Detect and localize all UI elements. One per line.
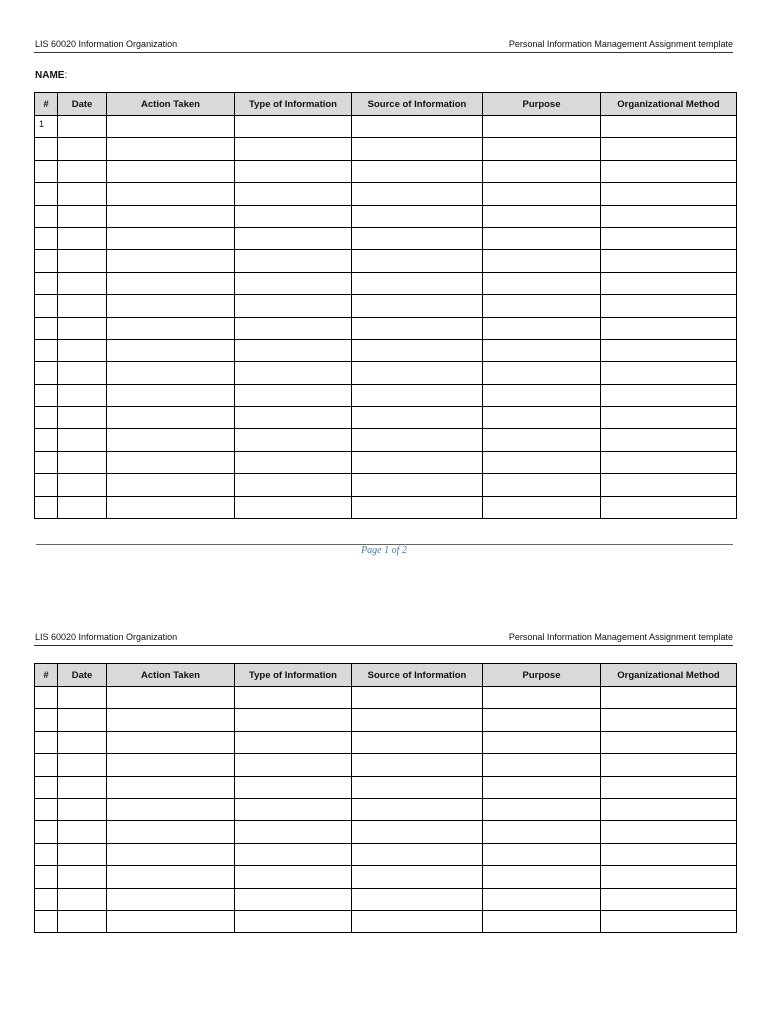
header-doc-title: Personal Information Management Assignment template xyxy=(508,632,733,642)
method-cell[interactable] xyxy=(601,250,737,272)
method-cell[interactable] xyxy=(601,821,737,843)
page2-header xyxy=(34,629,733,646)
row-number-cell[interactable] xyxy=(35,821,58,843)
page1-header xyxy=(34,36,733,53)
type-cell[interactable] xyxy=(235,821,352,843)
purpose-cell[interactable] xyxy=(483,474,601,496)
row-number-cell[interactable] xyxy=(35,227,58,249)
purpose-cell[interactable] xyxy=(483,407,601,429)
row-number-cell[interactable] xyxy=(35,429,58,451)
name-field-label: NAME: xyxy=(35,70,68,81)
date-cell[interactable] xyxy=(58,339,107,361)
action-taken-cell[interactable] xyxy=(107,295,235,317)
date-cell[interactable] xyxy=(58,407,107,429)
method-cell[interactable] xyxy=(601,183,737,205)
purpose-cell[interactable] xyxy=(483,866,601,888)
action-taken-cell[interactable] xyxy=(107,776,235,798)
row-number-cell[interactable] xyxy=(35,888,58,910)
purpose-cell[interactable] xyxy=(483,687,601,709)
method-cell[interactable] xyxy=(601,160,737,182)
row-number-cell[interactable] xyxy=(35,295,58,317)
action-taken-cell[interactable] xyxy=(107,821,235,843)
purpose-cell[interactable] xyxy=(483,183,601,205)
date-cell[interactable] xyxy=(58,295,107,317)
source-cell[interactable] xyxy=(352,798,483,820)
action-taken-cell[interactable] xyxy=(107,429,235,451)
action-taken-cell[interactable] xyxy=(107,339,235,361)
table-row xyxy=(35,183,737,205)
source-cell[interactable] xyxy=(352,709,483,731)
action-taken-cell[interactable] xyxy=(107,138,235,160)
purpose-cell[interactable] xyxy=(483,160,601,182)
type-cell[interactable] xyxy=(235,866,352,888)
purpose-cell[interactable] xyxy=(483,888,601,910)
action-taken-cell[interactable] xyxy=(107,250,235,272)
table-row xyxy=(35,910,737,932)
type-cell[interactable] xyxy=(235,227,352,249)
date-cell[interactable] xyxy=(58,496,107,518)
row-number-cell[interactable] xyxy=(35,754,58,776)
row-number-cell[interactable] xyxy=(35,496,58,518)
purpose-cell[interactable] xyxy=(483,295,601,317)
action-taken-cell[interactable] xyxy=(107,384,235,406)
method-cell[interactable] xyxy=(601,754,737,776)
col-header-purpose: Purpose xyxy=(483,664,601,687)
type-cell[interactable] xyxy=(235,317,352,339)
type-cell[interactable] xyxy=(235,709,352,731)
date-cell[interactable] xyxy=(58,866,107,888)
table-row xyxy=(35,272,737,294)
row-number-cell[interactable] xyxy=(35,687,58,709)
method-cell[interactable] xyxy=(601,339,737,361)
table-row xyxy=(35,205,737,227)
date-cell[interactable] xyxy=(58,205,107,227)
row-number-cell[interactable] xyxy=(35,339,58,361)
method-cell[interactable] xyxy=(601,910,737,932)
type-cell[interactable] xyxy=(235,138,352,160)
table-row xyxy=(35,474,737,496)
type-cell[interactable] xyxy=(235,687,352,709)
row-number-cell[interactable] xyxy=(35,474,58,496)
action-taken-cell[interactable] xyxy=(107,731,235,753)
row-number-cell[interactable] xyxy=(35,384,58,406)
date-cell[interactable] xyxy=(58,843,107,865)
type-cell[interactable] xyxy=(235,910,352,932)
action-taken-cell[interactable] xyxy=(107,183,235,205)
source-cell[interactable] xyxy=(352,227,483,249)
action-taken-cell[interactable] xyxy=(107,272,235,294)
type-cell[interactable] xyxy=(235,451,352,473)
source-cell[interactable] xyxy=(352,250,483,272)
action-taken-cell[interactable] xyxy=(107,474,235,496)
row-number-cell[interactable] xyxy=(35,272,58,294)
source-cell[interactable] xyxy=(352,496,483,518)
table-row xyxy=(35,687,737,709)
method-cell[interactable] xyxy=(601,474,737,496)
table-row xyxy=(35,866,737,888)
type-cell[interactable] xyxy=(235,474,352,496)
method-cell[interactable] xyxy=(601,496,737,518)
header-course-title: LIS 60020 Information Organization xyxy=(35,632,178,642)
row-number-cell[interactable] xyxy=(35,910,58,932)
type-cell[interactable] xyxy=(235,160,352,182)
table-row xyxy=(35,227,737,249)
action-taken-cell[interactable] xyxy=(107,227,235,249)
method-cell[interactable] xyxy=(601,272,737,294)
method-cell[interactable] xyxy=(601,798,737,820)
type-cell[interactable] xyxy=(235,116,352,138)
type-cell[interactable] xyxy=(235,843,352,865)
page2-log-table xyxy=(34,663,737,933)
source-cell[interactable] xyxy=(352,407,483,429)
source-cell[interactable] xyxy=(352,183,483,205)
type-cell[interactable] xyxy=(235,754,352,776)
source-cell[interactable] xyxy=(352,362,483,384)
source-cell[interactable] xyxy=(352,687,483,709)
action-taken-cell[interactable] xyxy=(107,362,235,384)
date-cell[interactable] xyxy=(58,317,107,339)
action-taken-cell[interactable] xyxy=(107,116,235,138)
row-number-cell[interactable] xyxy=(35,250,58,272)
row-number-cell[interactable] xyxy=(35,160,58,182)
date-cell[interactable] xyxy=(58,384,107,406)
date-cell[interactable] xyxy=(58,731,107,753)
table-row xyxy=(35,709,737,731)
action-taken-cell[interactable] xyxy=(107,798,235,820)
action-taken-cell[interactable] xyxy=(107,160,235,182)
method-cell[interactable] xyxy=(601,687,737,709)
row-number-cell[interactable] xyxy=(35,731,58,753)
table-row xyxy=(35,384,737,406)
type-cell[interactable] xyxy=(235,384,352,406)
purpose-cell[interactable] xyxy=(483,754,601,776)
method-cell[interactable] xyxy=(601,295,737,317)
source-cell[interactable] xyxy=(352,451,483,473)
date-cell[interactable] xyxy=(58,687,107,709)
method-cell[interactable] xyxy=(601,317,737,339)
action-taken-cell[interactable] xyxy=(107,754,235,776)
table-row xyxy=(35,160,737,182)
source-cell[interactable] xyxy=(352,205,483,227)
action-taken-cell[interactable] xyxy=(107,910,235,932)
action-taken-cell[interactable] xyxy=(107,317,235,339)
col-header-date: Date xyxy=(58,93,107,116)
purpose-cell[interactable] xyxy=(483,821,601,843)
table-row xyxy=(35,888,737,910)
action-taken-cell[interactable] xyxy=(107,687,235,709)
purpose-cell[interactable] xyxy=(483,339,601,361)
date-cell[interactable] xyxy=(58,362,107,384)
action-taken-cell[interactable] xyxy=(107,709,235,731)
row-number-cell[interactable] xyxy=(35,138,58,160)
row-number-cell[interactable] xyxy=(35,183,58,205)
type-cell[interactable] xyxy=(235,272,352,294)
type-cell[interactable] xyxy=(235,798,352,820)
table-row xyxy=(35,843,737,865)
col-header-type-of-information: Type of Information xyxy=(235,664,352,687)
method-cell[interactable] xyxy=(601,205,737,227)
method-cell[interactable] xyxy=(601,116,737,138)
purpose-cell[interactable] xyxy=(483,843,601,865)
date-cell[interactable] xyxy=(58,272,107,294)
table-row xyxy=(35,138,737,160)
col-header-action-taken: Action Taken xyxy=(107,664,235,687)
purpose-cell[interactable] xyxy=(483,451,601,473)
row-number-cell[interactable]: 1 xyxy=(35,116,58,138)
page-number: Page 1 of 2 xyxy=(361,545,407,556)
table-row xyxy=(35,776,737,798)
row-number-cell[interactable] xyxy=(35,205,58,227)
date-cell[interactable] xyxy=(58,798,107,820)
header-doc-title: Personal Information Management Assignment template xyxy=(508,39,733,49)
col-header-organizational-method: Organizational Method xyxy=(601,93,737,116)
col-header-type-of-information: Type of Information xyxy=(235,93,352,116)
source-cell[interactable] xyxy=(352,821,483,843)
table-row xyxy=(35,731,737,753)
source-cell[interactable] xyxy=(352,317,483,339)
type-cell[interactable] xyxy=(235,888,352,910)
method-cell[interactable] xyxy=(601,362,737,384)
type-cell[interactable] xyxy=(235,731,352,753)
col-header-number: # xyxy=(35,664,58,687)
type-cell[interactable] xyxy=(235,250,352,272)
type-cell[interactable] xyxy=(235,362,352,384)
purpose-cell[interactable] xyxy=(483,116,601,138)
table-row xyxy=(35,451,737,473)
date-cell[interactable] xyxy=(58,183,107,205)
action-taken-cell[interactable] xyxy=(107,888,235,910)
purpose-cell[interactable] xyxy=(483,709,601,731)
method-cell[interactable] xyxy=(601,384,737,406)
table-header-row xyxy=(35,93,737,116)
action-taken-cell[interactable] xyxy=(107,843,235,865)
purpose-cell[interactable] xyxy=(483,205,601,227)
table-row xyxy=(35,429,737,451)
source-cell[interactable] xyxy=(352,474,483,496)
purpose-cell[interactable] xyxy=(483,227,601,249)
action-taken-cell[interactable] xyxy=(107,205,235,227)
date-cell[interactable] xyxy=(58,227,107,249)
purpose-cell[interactable] xyxy=(483,272,601,294)
row-number-cell[interactable] xyxy=(35,866,58,888)
col-header-action-taken: Action Taken xyxy=(107,93,235,116)
table-row xyxy=(35,362,737,384)
method-cell[interactable] xyxy=(601,866,737,888)
method-cell[interactable] xyxy=(601,227,737,249)
row-number-cell[interactable] xyxy=(35,407,58,429)
header-course-title: LIS 60020 Information Organization xyxy=(35,39,178,49)
method-cell[interactable] xyxy=(601,138,737,160)
source-cell[interactable] xyxy=(352,116,483,138)
table-row xyxy=(35,798,737,820)
col-header-source-of-information: Source of Information xyxy=(352,93,483,116)
row-number-cell[interactable] xyxy=(35,709,58,731)
table-row xyxy=(35,754,737,776)
col-header-purpose: Purpose xyxy=(483,93,601,116)
source-cell[interactable] xyxy=(352,843,483,865)
date-cell[interactable] xyxy=(58,910,107,932)
date-cell[interactable] xyxy=(58,451,107,473)
purpose-cell[interactable] xyxy=(483,776,601,798)
row-number-cell[interactable] xyxy=(35,362,58,384)
type-cell[interactable] xyxy=(235,429,352,451)
col-header-organizational-method: Organizational Method xyxy=(601,664,737,687)
date-cell[interactable] xyxy=(58,754,107,776)
type-cell[interactable] xyxy=(235,205,352,227)
table-row xyxy=(35,250,737,272)
purpose-cell[interactable] xyxy=(483,138,601,160)
action-taken-cell[interactable] xyxy=(107,496,235,518)
source-cell[interactable] xyxy=(352,295,483,317)
table-header-row xyxy=(35,664,737,687)
date-cell[interactable] xyxy=(58,709,107,731)
col-header-source-of-information: Source of Information xyxy=(352,664,483,687)
type-cell[interactable] xyxy=(235,339,352,361)
source-cell[interactable] xyxy=(352,160,483,182)
action-taken-cell[interactable] xyxy=(107,451,235,473)
source-cell[interactable] xyxy=(352,754,483,776)
table-row xyxy=(35,317,737,339)
method-cell[interactable] xyxy=(601,776,737,798)
purpose-cell[interactable] xyxy=(483,250,601,272)
purpose-cell[interactable] xyxy=(483,731,601,753)
source-cell[interactable] xyxy=(352,888,483,910)
date-cell[interactable] xyxy=(58,776,107,798)
purpose-cell[interactable] xyxy=(483,798,601,820)
purpose-cell[interactable] xyxy=(483,317,601,339)
row-number-cell[interactable] xyxy=(35,317,58,339)
purpose-cell[interactable] xyxy=(483,429,601,451)
date-cell[interactable] xyxy=(58,821,107,843)
type-cell[interactable] xyxy=(235,295,352,317)
source-cell[interactable] xyxy=(352,731,483,753)
row-number-cell[interactable] xyxy=(35,843,58,865)
type-cell[interactable] xyxy=(235,407,352,429)
row-number-cell[interactable] xyxy=(35,798,58,820)
action-taken-cell[interactable] xyxy=(107,866,235,888)
type-cell[interactable] xyxy=(235,183,352,205)
date-cell[interactable] xyxy=(58,474,107,496)
method-cell[interactable] xyxy=(601,731,737,753)
page1-log-table xyxy=(34,92,737,519)
table-row xyxy=(35,821,737,843)
method-cell[interactable] xyxy=(601,709,737,731)
method-cell[interactable] xyxy=(601,451,737,473)
purpose-cell[interactable] xyxy=(483,362,601,384)
method-cell[interactable] xyxy=(601,429,737,451)
method-cell[interactable] xyxy=(601,888,737,910)
date-cell[interactable] xyxy=(58,138,107,160)
action-taken-cell[interactable] xyxy=(107,407,235,429)
table-row xyxy=(35,295,737,317)
date-cell[interactable] xyxy=(58,888,107,910)
table-row xyxy=(35,339,737,361)
source-cell[interactable] xyxy=(352,776,483,798)
source-cell[interactable] xyxy=(352,910,483,932)
col-header-date: Date xyxy=(58,664,107,687)
purpose-cell[interactable] xyxy=(483,384,601,406)
table-row xyxy=(35,496,737,518)
date-cell[interactable] xyxy=(58,429,107,451)
date-cell[interactable] xyxy=(58,250,107,272)
source-cell[interactable] xyxy=(352,272,483,294)
table-row xyxy=(35,407,737,429)
method-cell[interactable] xyxy=(601,407,737,429)
source-cell[interactable] xyxy=(352,138,483,160)
table-row xyxy=(35,116,737,138)
date-cell[interactable] xyxy=(58,116,107,138)
source-cell[interactable] xyxy=(352,339,483,361)
source-cell[interactable] xyxy=(352,384,483,406)
date-cell[interactable] xyxy=(58,160,107,182)
col-header-number: # xyxy=(35,93,58,116)
type-cell[interactable] xyxy=(235,776,352,798)
source-cell[interactable] xyxy=(352,866,483,888)
purpose-cell[interactable] xyxy=(483,496,601,518)
type-cell[interactable] xyxy=(235,496,352,518)
source-cell[interactable] xyxy=(352,429,483,451)
method-cell[interactable] xyxy=(601,843,737,865)
row-number-cell[interactable] xyxy=(35,776,58,798)
purpose-cell[interactable] xyxy=(483,910,601,932)
row-number-cell[interactable] xyxy=(35,451,58,473)
